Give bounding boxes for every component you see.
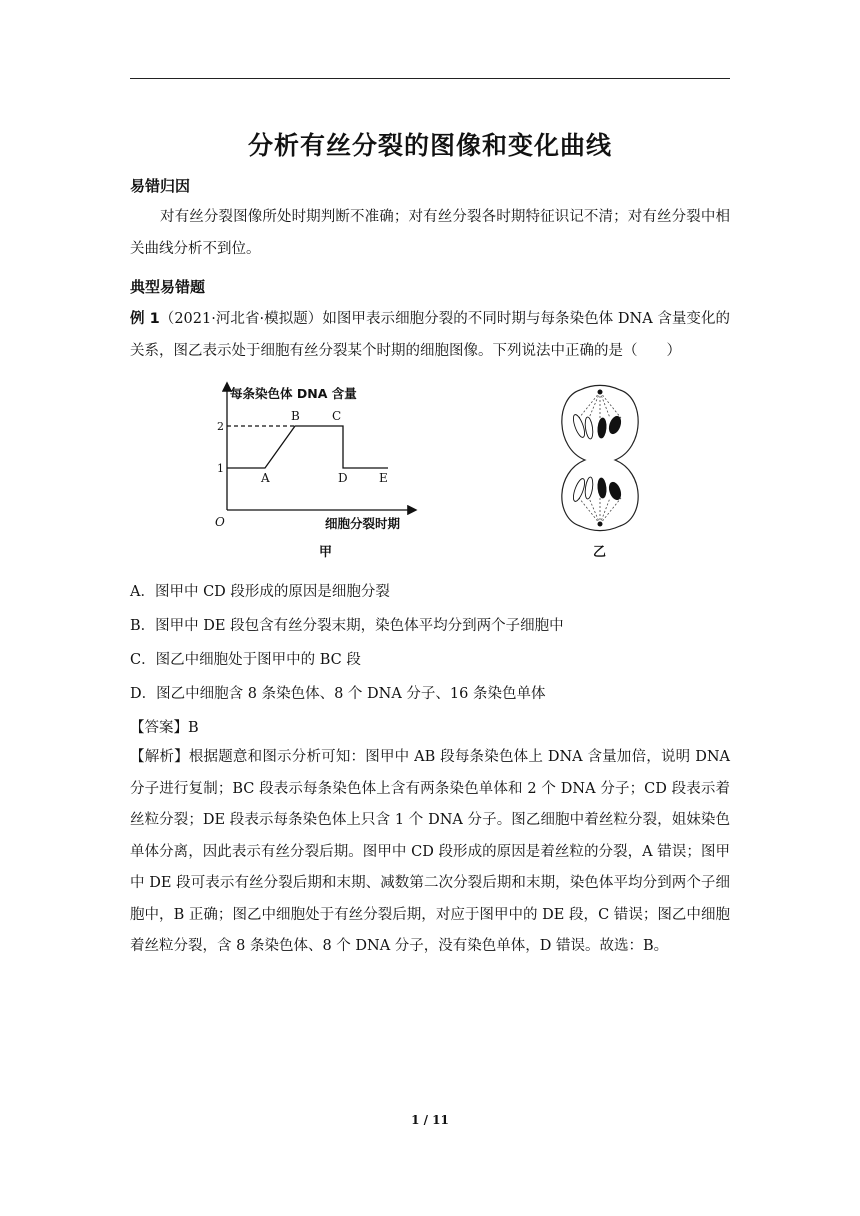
option-a: A．图甲中 CD 段形成的原因是细胞分裂 <box>130 584 390 600</box>
figure-jia-caption: 甲 <box>319 545 333 560</box>
option-b: B．图甲中 DE 段包含有丝分裂末期，染色体平均分到两个子细胞中 <box>130 618 564 634</box>
point-label-c: C <box>332 409 342 423</box>
centriole-top <box>598 390 603 395</box>
figure-yi-caption: 乙 <box>593 545 607 560</box>
origin-label: O <box>215 515 225 529</box>
spindle-fibers <box>579 392 621 524</box>
section-heading-error-cause: 易错归因 <box>130 177 191 195</box>
option-d: D．图乙中细胞含 8 条染色体、8 个 DNA 分子、16 条染色单体 <box>130 686 546 702</box>
cell-membrane <box>562 386 638 531</box>
figure-jia-chart <box>205 378 430 563</box>
option-c: C．图乙中细胞处于图甲中的 BC 段 <box>130 652 361 668</box>
y-axis-label: 每条染色体 DNA 含量 <box>230 386 357 401</box>
chromosomes-top <box>571 413 623 439</box>
y-tick-2: 2 <box>217 420 224 433</box>
header-rule <box>130 78 730 79</box>
dna-content-line <box>227 426 388 468</box>
section-heading-typical-question: 典型易错题 <box>130 278 206 296</box>
figure-yi-cell <box>545 378 655 563</box>
point-label-e: E <box>379 471 388 485</box>
answer: 【答案】B <box>130 720 199 736</box>
x-axis-label: 细胞分裂时期 <box>325 516 401 531</box>
analysis: 【解析】根据题意和图示分析可知：图甲中 AB 段每条染色体上 DNA 含量加倍，说明 DNA 分子进行复制；BC 段表示每条染色体上含有两条染色单体和 2 个 DNA 分子；CD 段表示着丝粒分裂；DE 段表示每条染色体上只含 1 个 DNA 分子。图乙细胞中着丝粒分裂，姐妹染色单体分离，因此表示有丝分裂后期。图甲中 CD 段形成的原因是着丝粒的分裂，A 错误；图甲中 DE 段可表示有丝分裂后期和末期、减数第二次分裂后期和末期，染色体平均分到两个子细胞中，B 正确；图乙中细胞处于有丝分裂后期，对应于图甲中的 DE 段，C 错误；图乙中细胞着丝粒分裂，含 8 条染色体、8 个 DNA 分子，没有染色单体，D 错误。故选：B。 <box>130 749 730 954</box>
question-label: 例 1 <box>130 311 160 327</box>
chromosomes-bottom <box>571 477 623 503</box>
point-label-a: A <box>261 471 270 485</box>
centriole-bottom <box>598 522 603 527</box>
question-stem <box>130 303 730 367</box>
point-label-d: D <box>338 471 348 485</box>
question-text: （2021·河北省·模拟题）如图甲表示细胞分裂的不同时期与每条染色体 DNA 含量变化的关系，图乙表示处于细胞有丝分裂某个时期的细胞图像。下列说法中正确的是（ ） <box>130 311 730 359</box>
point-label-b: B <box>291 409 300 423</box>
page-number: 1 / 11 <box>411 1113 449 1127</box>
page-title: 分析有丝分裂的图像和变化曲线 <box>247 131 612 160</box>
error-cause-text: 对有丝分裂图像所处时期判断不准确；对有丝分裂各时期特征识记不清；对有丝分裂中相关曲线分析不到位。 <box>130 209 730 257</box>
y-tick-1: 1 <box>217 462 224 475</box>
